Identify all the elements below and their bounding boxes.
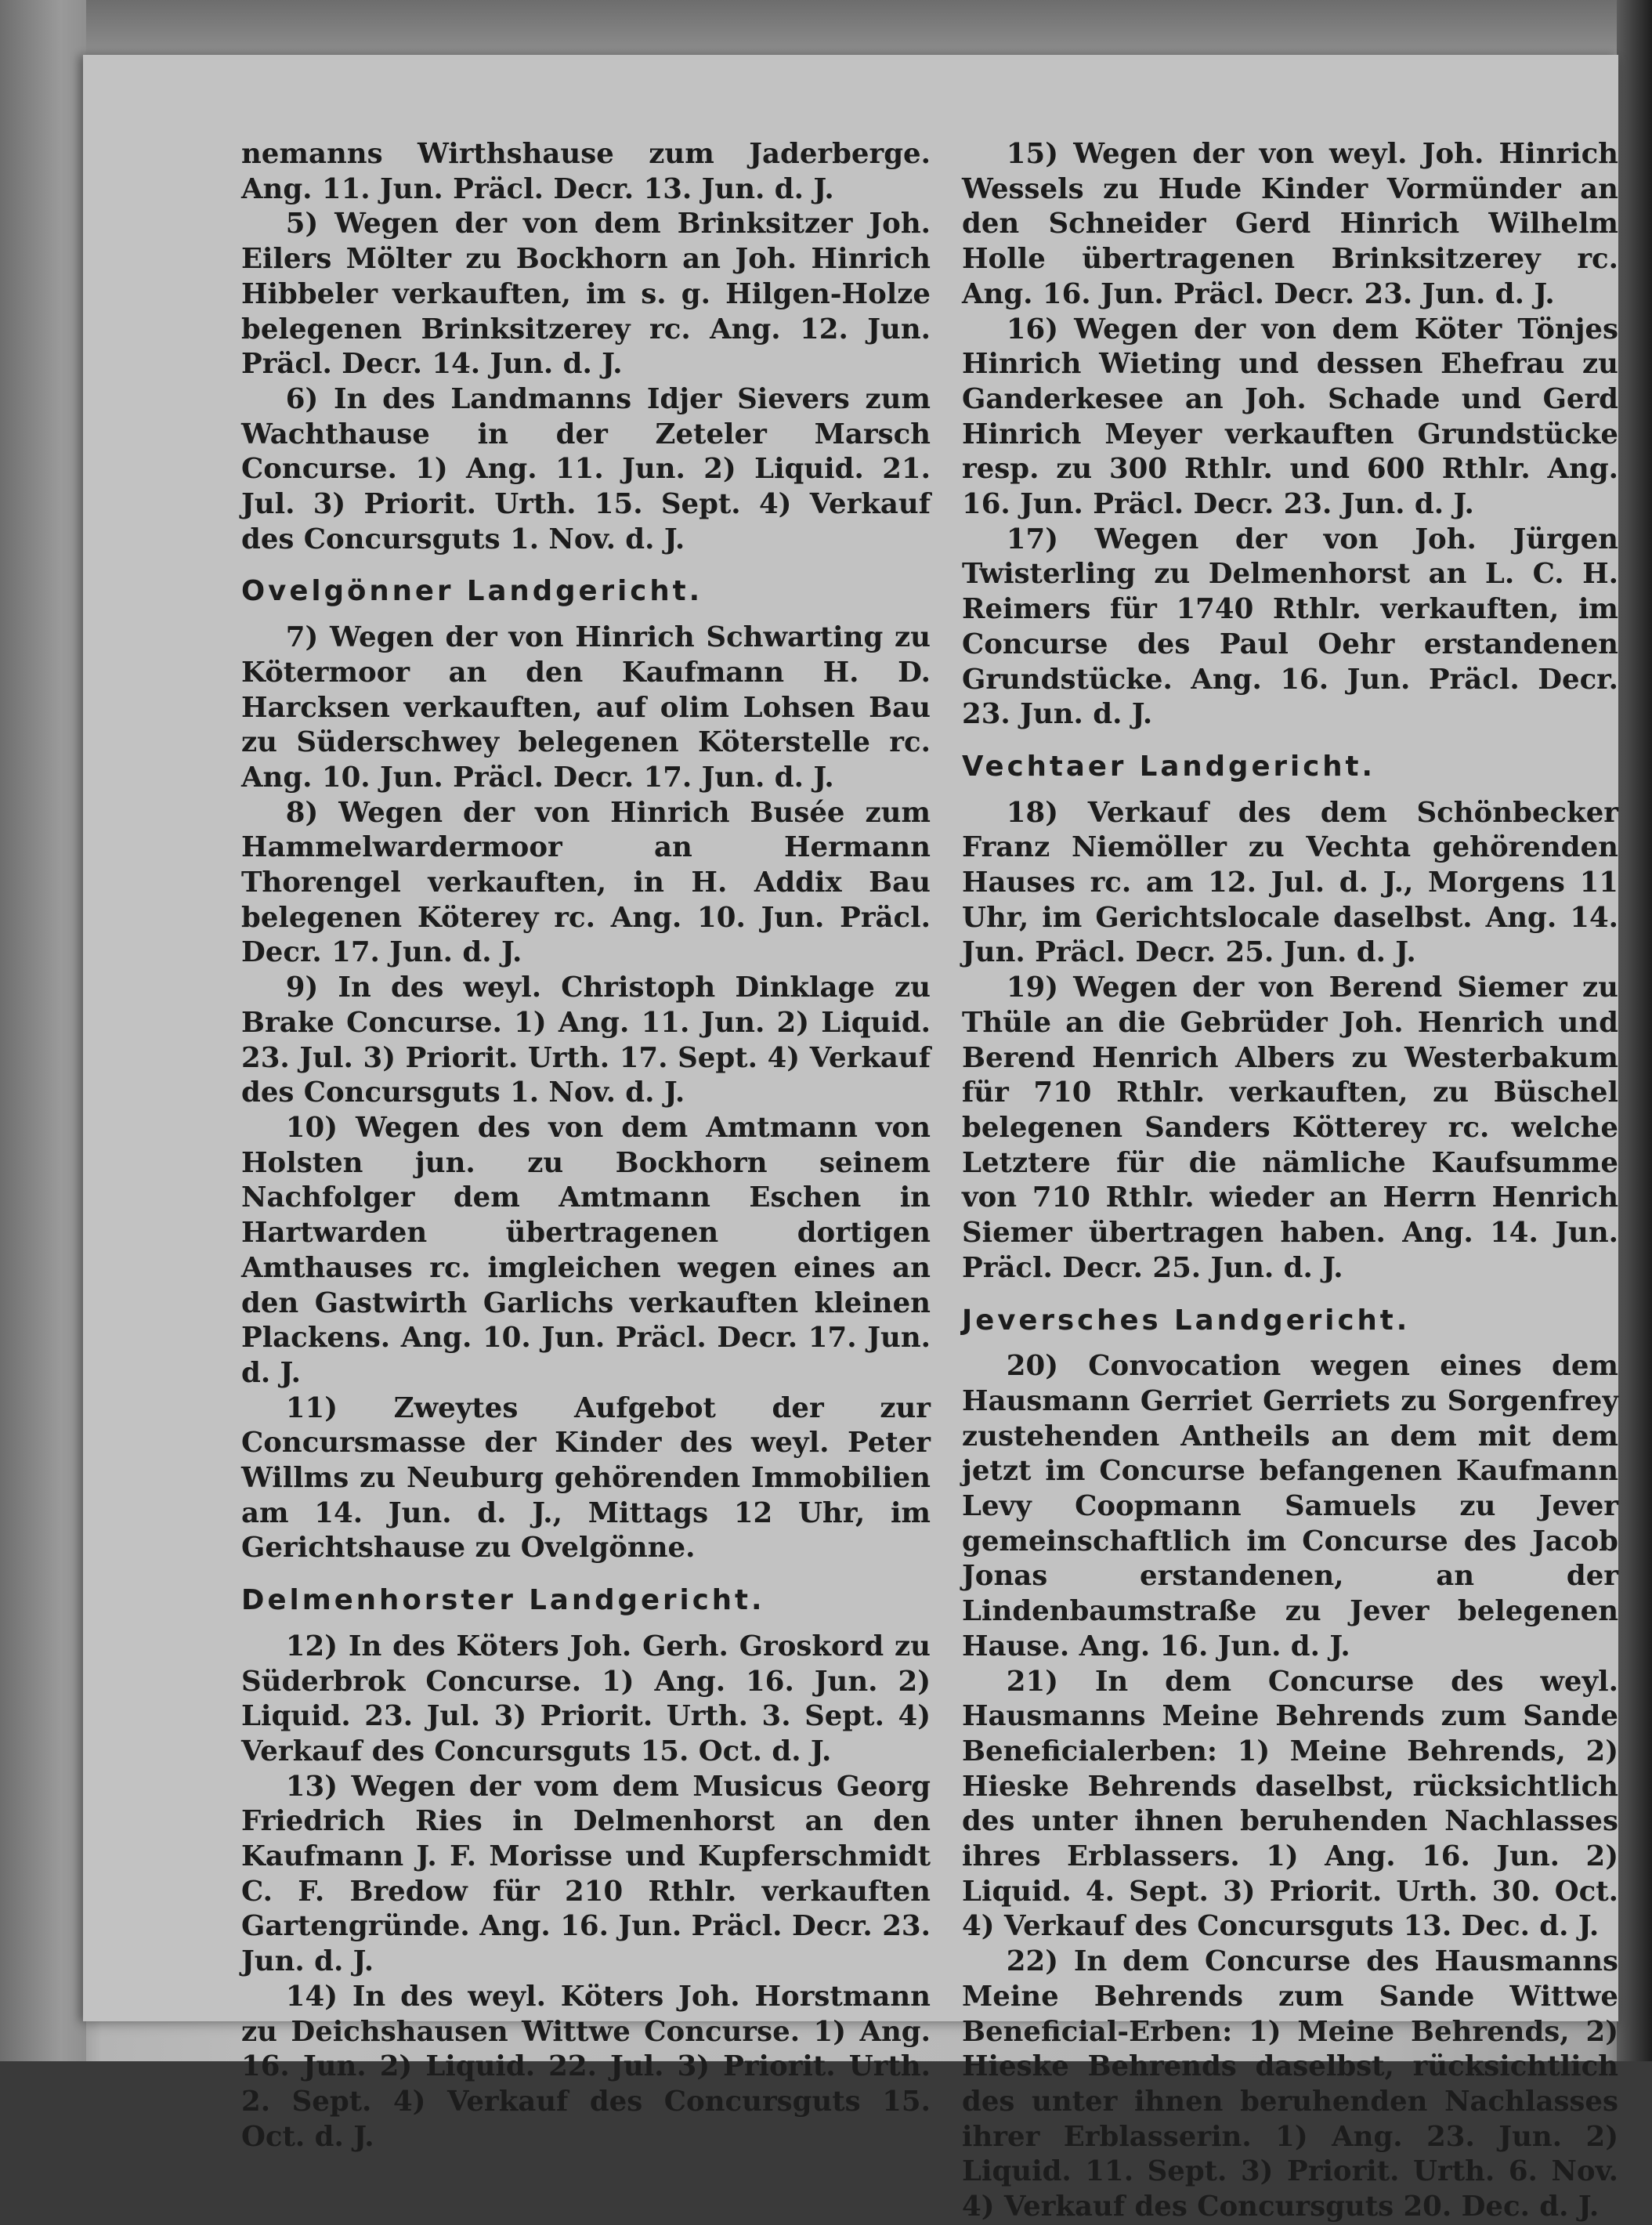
section-heading-vechta: Vechtaer Landgericht.	[962, 750, 1375, 783]
notice-entry-5: 5) Wegen der von dem Brinksitzer Joh. Eilers Mölter zu Bockhorn an Joh. Hinrich Hibbeler verkauften, im s. g. Hilgen-Holze belegenen Brinksitzerey rc. Ang. 12. Jun. Präcl. Decr. 14. Jun. d. J.	[241, 208, 931, 381]
notice-entry-22: 22) In dem Concurse des Hausmanns Meine Behrends zum Sande Wittwe Beneficial-Erben: 1) Meine Behrends, 2) Hieske Behrends daselbst, rücksichtlich des unter ihnen beruhenden Nachlasses ihrer Erblasserin. 1) Ang. 23. Jun. 2) Liquid. 11. Sept. 3) Priorit. Urth. 6. Nov. 4) Verkauf des Concursguts 20. Dec. d. J.	[962, 1945, 1618, 2223]
notice-entry-13: 13) Wegen der vom dem Musicus Georg Friedrich Ries in Delmenhorst an den Kaufmann J. F. Morisse und Kupferschmidt C. F. Bredow für 210 Rthlr. verkauften Gartengründe. Ang. 16. Jun. Präcl. Decr. 23. Jun. d. J.	[241, 1770, 931, 1978]
notice-entry-16: 16) Wegen der von dem Köter Tönjes Hinrich Wieting und dessen Ehefrau zu Ganderkesee an Joh. Schade und Gerd Hinrich Meyer verkauften Grundstücke resp. zu 300 Rthlr. und 600 Rthlr. Ang. 16. Jun. Präcl. Decr. 23. Jun. d. J.	[962, 313, 1618, 521]
section-heading-jever: Jeversches Landgericht.	[962, 1304, 1411, 1337]
notice-entry-21: 21) In dem Concurse des weyl. Hausmanns Meine Behrends zum Sande Beneficialerben: 1) Meine Behrends, 2) Hieske Behrends daselbst, rücksichtlich des unter ihnen beruhenden Nachlasses ihres Erblassers. 1) Ang. 16. Jun. 2) Liquid. 4. Sept. 3) Priorit. Urth. 30. Oct. 4) Verkauf des Concursguts 13. Dec. d. J.	[962, 1665, 1618, 1943]
notice-entry-19: 19) Wegen der von Berend Siemer zu Thüle an die Gebrüder Joh. Henrich und Berend Henrich Albers zu Westerbakum für 710 Rthlr. verkauften, zu Büschel belegenen Sanders Kötterey rc. welche Letztere für die nämliche Kaufsumme von 710 Rthlr. wieder an Herrn Henrich Siemer übertragen haben. Ang. 14. Jun. Präcl. Decr. 25. Jun. d. J.	[962, 971, 1618, 1284]
notice-entry-12: 12) In des Köters Joh. Gerh. Groskord zu Süderbrok Concurse. 1) Ang. 16. Jun. 2) Liquid. 23. Jul. 3) Priorit. Urth. 3. Sept. 4) Verkauf des Concursguts 15. Oct. d. J.	[241, 1630, 931, 1767]
scan-right-edge	[1617, 0, 1652, 2061]
notice-entry-6: 6) In des Landmanns Idjer Sievers zum Wachthause in der Zeteler Marsch Concurse. 1) Ang. 11. Jun. 2) Liquid. 21. Jul. 3) Priorit. Urth. 15. Sept. 4) Verkauf des Concursguts 1. Nov. d. J.	[241, 382, 931, 555]
notice-entry-11: 11) Zweytes Aufgebot der zur Concursmasse der Kinder des weyl. Peter Willms zu Neuburg gehörenden Immobilien am 14. Jun. d. J., Mittags 12 Uhr, im Gerichtshause zu Ovelgönne.	[241, 1391, 931, 1565]
notice-entry-17: 17) Wegen der von Joh. Jürgen Twisterling zu Delmenhorst an L. C. H. Reimers für 1740 Rthlr. verkauften, im Concurse des Paul Oehr erstandenen Grundstücke. Ang. 16. Jun. Präcl. Decr. 23. Jun. d. J.	[962, 523, 1618, 731]
right-column	[962, 137, 1618, 2225]
notice-entry-9: 9) In des weyl. Christoph Dinklage zu Brake Concurse. 1) Ang. 11. Jun. 2) Liquid. 23. Jul. 3) Priorit. Urth. 17. Sept. 4) Verkauf des Concursguts 1. Nov. d. J.	[241, 971, 931, 1109]
notice-entry-18: 18) Verkauf des dem Schönbecker Franz Niemöller zu Vechta gehörenden Hauses rc. am 12. Jul. d. J., Morgens 11 Uhr, im Gerichtslocale daselbst. Ang. 14. Jun. Präcl. Decr. 25. Jun. d. J.	[962, 796, 1618, 969]
notice-entry-15: 15) Wegen der von weyl. Joh. Hinrich Wessels zu Hude Kinder Vormünder an den Schneider Gerd Hinrich Wilhelm Holle übertragenen Brinksitzerey rc. Ang. 16. Jun. Präcl. Decr. 23. Jun. d. J.	[962, 138, 1618, 310]
notice-entry-7: 7) Wegen der von Hinrich Schwarting zu Kötermoor an den Kaufmann H. D. Harcksen verkauften, auf olim Lohsen Bau zu Süderschwey belegenen Köterstelle rc. Ang. 10. Jun. Präcl. Decr. 17. Jun. d. J.	[241, 621, 931, 794]
section-heading-delmenhorst: Delmenhorster Landgericht.	[241, 1584, 765, 1617]
scan-left-edge	[0, 0, 86, 2061]
notice-entry-10: 10) Wegen des von dem Amtmann von Holsten jun. zu Bockhorn seinem Nachfolger dem Amtmann Eschen in Hartwarden übertragenen dortigen Amthauses rc. imgleichen wegen eines an den Gastwirth Garlichs verkauften kleinen Plackens. Ang. 10. Jun. Präcl. Decr. 17. Jun. d. J.	[241, 1111, 931, 1389]
notice-entry-20: 20) Convocation wegen eines dem Hausmann Gerriet Gerriets zu Sorgenfrey zustehenden Antheils an dem mit dem jetzt im Concurse befangenen Kaufmann Levy Coopmann Samuels zu Jever gemeinschaftlich im Concurse des Jacob Jonas erstandenen, an der Lindenbaumstraße zu Jever belegenen Hause. Ang. 16. Jun. d. J.	[962, 1350, 1618, 1662]
scan-top-edge	[0, 0, 1652, 55]
left-column	[241, 137, 931, 2154]
left-lead-text: nemanns Wirthshause zum Jaderberge. Ang. 11. Jun. Präcl. Decr. 13. Jun. d. J.	[241, 138, 931, 205]
notice-entry-14: 14) In des weyl. Köters Joh. Horstmann zu Deichshausen Wittwe Concurse. 1) Ang. 16. Jun. 2) Liquid. 22. Jul. 3) Priorit. Urth. 2. Sept. 4) Verkauf des Concursguts 15. Oct. d. J.	[241, 1980, 931, 2153]
notice-entry-8: 8) Wegen der von Hinrich Busée zum Hammelwardermoor an Hermann Thorengel verkauften, in H. Addix Bau belegenen Köterey rc. Ang. 10. Jun. Präcl. Decr. 17. Jun. d. J.	[241, 796, 931, 969]
section-heading-ovelgoenne: Ovelgönner Landgericht.	[241, 575, 703, 608]
